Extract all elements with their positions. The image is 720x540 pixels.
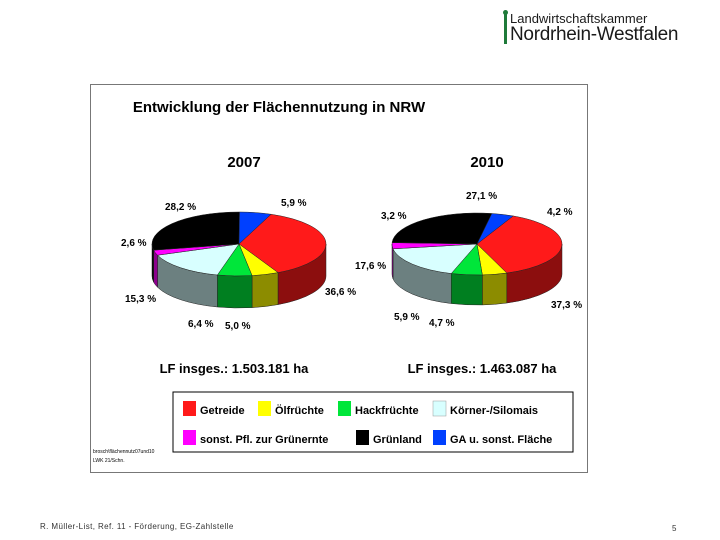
- label-2010-oelfruechte: 4,7 %: [429, 318, 455, 329]
- label-2010-getreide: 37,3 %: [551, 300, 583, 311]
- label-2007-koernermais: 15,3 %: [125, 294, 157, 305]
- pie-side-2010-gruenernte: [392, 244, 393, 279]
- page-number: 5: [672, 524, 677, 533]
- legend-label-gruenland: Grünland: [373, 434, 422, 446]
- chart-frame: [90, 84, 588, 473]
- label-2010-gruenland: 27,1 %: [466, 191, 498, 202]
- legend-swatch-gruenernte: [183, 430, 196, 445]
- legend-swatch-getreide: [183, 401, 196, 416]
- label-2007-gruenland: 28,2 %: [165, 202, 197, 213]
- label-2007-oelfruechte: 5,0 %: [225, 321, 251, 332]
- lwk-logo: [500, 10, 690, 46]
- pie-slice-2007-gruenland: [152, 212, 240, 250]
- footer-author: R. Müller-List, Ref. 11 - Förderung, EG-Zahlstelle: [40, 522, 234, 531]
- pie-chart: [91, 85, 587, 472]
- label-2007-hackfruechte: 6,4 %: [188, 319, 214, 330]
- pie-side-2010-hackfruechte: [451, 274, 482, 305]
- pie-slice-2010-gruenland: [392, 213, 492, 244]
- logo-line-1: Landwirtschaftskammer: [510, 11, 648, 26]
- label-2007-ga-flaeche: 5,9 %: [281, 198, 307, 209]
- legend-swatch-gruenland: [356, 430, 369, 445]
- pie-side-2007-gruenernte: [154, 250, 158, 287]
- pie-2007: [152, 212, 326, 308]
- total-2010: LF insges.: 1.463.087 ha: [407, 361, 557, 376]
- legend-label-getreide: Getreide: [200, 405, 245, 417]
- legend-swatch-ga-flaeche: [433, 430, 446, 445]
- legend-label-ga-flaeche: GA u. sonst. Fläche: [450, 434, 553, 446]
- legend-label-koernermais: Körner-/Silomais: [450, 405, 539, 417]
- legend-label-oelfruechte: Ölfrüchte: [275, 405, 324, 417]
- legend-label-hackfruechte: Hackfrüchte: [355, 405, 419, 417]
- pie-side-2007-hackfruechte: [217, 275, 252, 308]
- pie-side-2010-oelfruechte: [482, 273, 506, 305]
- label-2010-ga-flaeche: 4,2 %: [547, 207, 573, 218]
- pie-2010: [392, 213, 562, 305]
- legend-swatch-koernermais: [433, 401, 446, 416]
- logo-line-2: Nordrhein-Westfalen: [510, 24, 679, 45]
- label-2010-hackfruechte: 5,9 %: [394, 312, 420, 323]
- legend: [173, 392, 573, 452]
- label-2010-koernermais: 17,6 %: [355, 261, 387, 272]
- label-2010-gruenernte: 3,2 %: [381, 211, 407, 222]
- year-label-2010: 2010: [470, 154, 504, 171]
- label-2007-getreide: 36,6 %: [325, 287, 357, 298]
- logo-bar: [504, 14, 507, 44]
- year-label-2007: 2007: [227, 154, 261, 171]
- legend-swatch-hackfruechte: [338, 401, 351, 416]
- legend-swatch-oelfruechte: [258, 401, 271, 416]
- chart-title: Entwicklung der Flächennutzung in NRW: [132, 99, 426, 116]
- source-note-line-2: LWK 21/Schn.: [93, 458, 125, 464]
- label-2007-gruenernte: 2,6 %: [121, 238, 147, 249]
- source-note-line-1: brosch\flächennutz07und10: [93, 449, 155, 455]
- legend-label-gruenernte: sonst. Pfl. zur Grünernte: [200, 434, 329, 446]
- total-2007: LF insges.: 1.503.181 ha: [159, 361, 309, 376]
- pie-side-2007-oelfruechte: [252, 273, 278, 308]
